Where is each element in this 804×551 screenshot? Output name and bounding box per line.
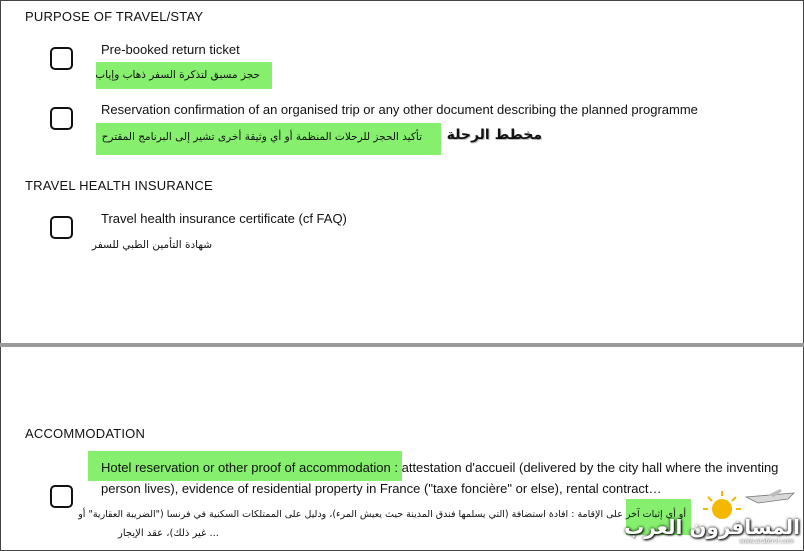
item-accommodation-ar-line2: ... غير ذلك)، عقد الإيجار bbox=[118, 528, 219, 539]
handwritten-annotation-trip-plan: مخطط الرحلة bbox=[446, 127, 542, 143]
item-accommodation-en-line1 bbox=[101, 460, 778, 475]
section-title-health: TRAVEL HEALTH INSURANCE bbox=[25, 178, 213, 193]
item-organised-trip-ar: تأكيد الحجز للرحلات المنظمة أو أي وثيقة أخرى تشير إلى البرنامج المقترح bbox=[101, 131, 422, 143]
accommodation-highlight-text: Hotel reservation or other proof of accommodation bbox=[101, 460, 391, 475]
section-title-accommodation: ACCOMMODATION bbox=[25, 426, 146, 441]
accommodation-ar-highlight: أو أي إثبات آخر على الإقامة bbox=[577, 509, 686, 520]
checkbox-return-ticket[interactable] bbox=[50, 47, 73, 70]
item-return-ticket-ar: حجز مسبق لتذكرة السفر ذهاب وإياب bbox=[95, 69, 260, 81]
watermark-url: www.arabtrvl.com bbox=[739, 538, 794, 545]
item-organised-trip-en: Reservation confirmation of an organised trip or any other document describing the planned programme bbox=[101, 102, 698, 117]
item-return-ticket-en: Pre-booked return ticket bbox=[101, 42, 240, 57]
checkbox-organised-trip[interactable] bbox=[50, 107, 73, 130]
accommodation-ar-rest: : افادة استضافة (التي يسلمها فندق المدينة حيث يعيش المرء)، ودليل على الممتلكات السكنية في فرنسا ("الضريبة العقارية" أو bbox=[78, 509, 575, 520]
item-accommodation-en-line2: person lives), evidence of residential property in France ("taxe foncière" or else), rental contract… bbox=[101, 481, 662, 496]
accommodation-rest-text: : attestation d'accueil (delivered by the city hall where the inventing bbox=[390, 460, 779, 475]
checkbox-accommodation[interactable] bbox=[50, 485, 73, 508]
section-title-purpose: PURPOSE OF TRAVEL/STAY bbox=[25, 9, 204, 24]
item-accommodation-ar-line1 bbox=[78, 509, 686, 520]
watermark-text: المسافرون العرب bbox=[624, 515, 800, 539]
checkbox-health-insurance[interactable] bbox=[50, 216, 73, 239]
item-health-insurance-en: Travel health insurance certificate (cf FAQ) bbox=[101, 211, 347, 226]
section-divider bbox=[0, 343, 804, 347]
item-health-insurance-ar: شهادة التأمين الطبي للسفر bbox=[91, 239, 212, 251]
